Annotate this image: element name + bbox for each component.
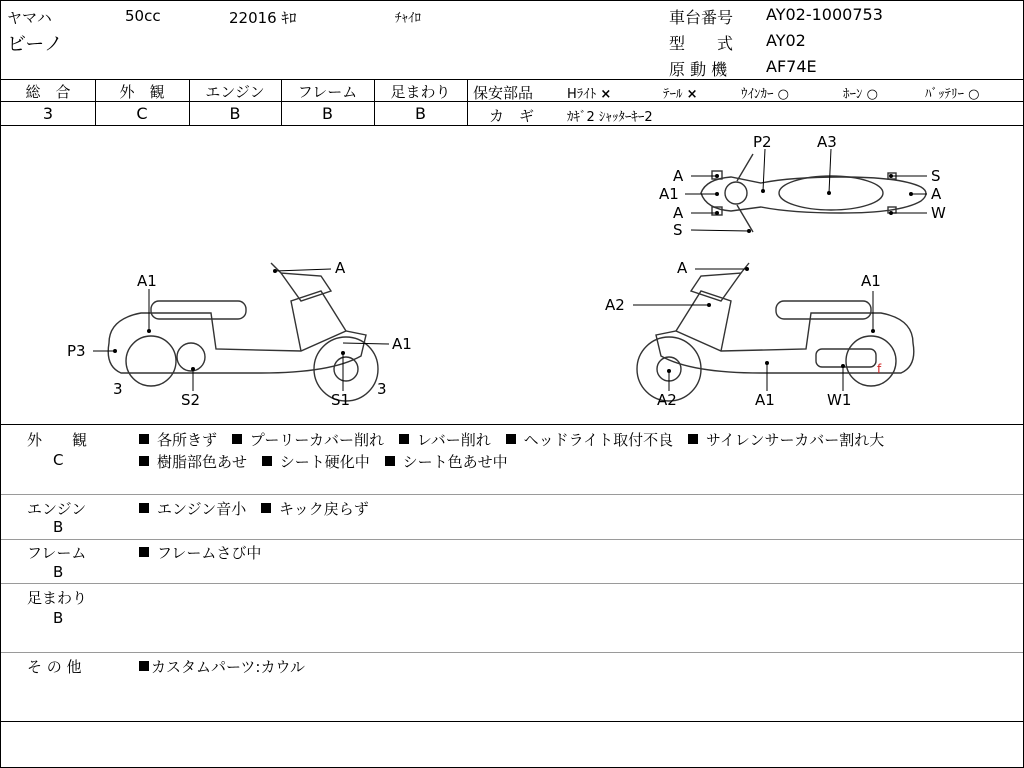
label-A2-right1: A2: [605, 296, 625, 314]
safety-item-headlight: Hﾗｲﾄ ×: [567, 87, 612, 102]
top-view-scooter: [701, 154, 926, 232]
remark-category-suspension: 足まわり: [27, 589, 88, 607]
type-value: AY02: [766, 31, 806, 50]
label-A1-right2: A1: [755, 391, 775, 409]
label-A-right: A: [677, 259, 688, 277]
type-label: 型 式: [669, 34, 734, 53]
engine-value: AF74E: [766, 57, 817, 76]
remark-grade-exterior: C: [53, 451, 64, 469]
remark-items-exterior-2: 樹脂部色あせ シート硬化中 シート色あせ中: [139, 451, 518, 472]
grade-header-engine: エンジン: [205, 83, 265, 101]
label-P2: P2: [753, 133, 772, 151]
damage-diagram: [1, 126, 1023, 424]
grade-value-overall: 3: [42, 104, 54, 123]
remark-grade-suspension: B: [53, 609, 64, 627]
remark-category-frame: フレーム: [27, 544, 87, 562]
remark-grade-engine: B: [53, 518, 64, 536]
grade-value-suspension: B: [415, 104, 426, 123]
key-label: カ ギ: [489, 107, 535, 125]
color: ﾁｬｲﾛ: [395, 11, 421, 26]
label-S2: S2: [181, 391, 201, 409]
grade-header-exterior: 外 観: [119, 83, 165, 101]
label-A3: A3: [817, 133, 837, 151]
label-A-left: A: [335, 259, 346, 277]
remark-items-other: カスタムパーツ:カウル: [139, 656, 315, 677]
safety-item-horn: ﾎｰﾝ ○: [843, 87, 878, 102]
grade-value-engine: B: [229, 104, 241, 123]
safety-item-battery: ﾊﾞｯﾃﾘｰ ○: [925, 87, 980, 102]
label-S-top2: S: [931, 167, 941, 185]
chassis-label: 車台番号: [669, 8, 734, 27]
remark-category-other: そ の 他: [27, 658, 82, 676]
label-A1-right1: A1: [861, 272, 881, 290]
safety-label: 保安部品: [473, 84, 534, 102]
label-S-top1: S: [673, 221, 683, 239]
label-3-left1: 3: [113, 380, 123, 398]
grade-header-overall: 総 合: [25, 83, 71, 101]
label-S1: S1: [331, 391, 351, 409]
remark-category-exterior: 外 観: [27, 431, 88, 449]
mileage: 22016 ｷﾛ: [229, 9, 297, 27]
label-W-top: W: [931, 204, 946, 222]
remark-grade-frame: B: [53, 563, 64, 581]
label-A2-right2: A2: [657, 391, 677, 409]
label-A-top3: A: [931, 185, 942, 203]
grade-header-suspension: 足まわり: [390, 83, 451, 101]
label-A1-top: A1: [659, 185, 679, 203]
label-A1-left1: A1: [137, 272, 157, 290]
label-A-top1: A: [673, 167, 684, 185]
label-P3: P3: [67, 342, 86, 360]
remark-items-engine: エンジン音小 キック戻らず: [139, 498, 379, 519]
maker: ヤマハ: [7, 9, 52, 27]
displacement: 50cc: [125, 7, 161, 25]
chassis-value: AY02-1000753: [766, 5, 883, 24]
grade-value-frame: B: [322, 104, 333, 123]
label-A1-left2: A1: [392, 335, 412, 353]
label-3-left2: 3: [377, 380, 387, 398]
grade-value-exterior: C: [136, 104, 148, 123]
svg-text:f: f: [877, 362, 882, 376]
remark-category-engine: エンジン: [27, 500, 87, 518]
model-name: ビーノ: [7, 33, 63, 55]
label-W1: W1: [827, 391, 852, 409]
safety-item-tail: ﾃｰﾙ ×: [663, 87, 698, 102]
engine-label: 原 動 機: [669, 60, 728, 79]
label-A-top2: A: [673, 204, 684, 222]
remark-items-exterior: 各所きず プーリーカバー削れ レバー削れ ヘッドライト取付不良 サイレンサーカバー割れ大: [139, 429, 894, 450]
grade-header-frame: フレーム: [297, 83, 358, 101]
safety-item-winker: ｳｲﾝｶｰ ○: [741, 87, 789, 102]
remark-items-frame: フレームさび中: [139, 542, 271, 563]
key-value: ｶｷﾞ2 ｼｬｯﾀｰｷｰ2: [567, 110, 653, 125]
